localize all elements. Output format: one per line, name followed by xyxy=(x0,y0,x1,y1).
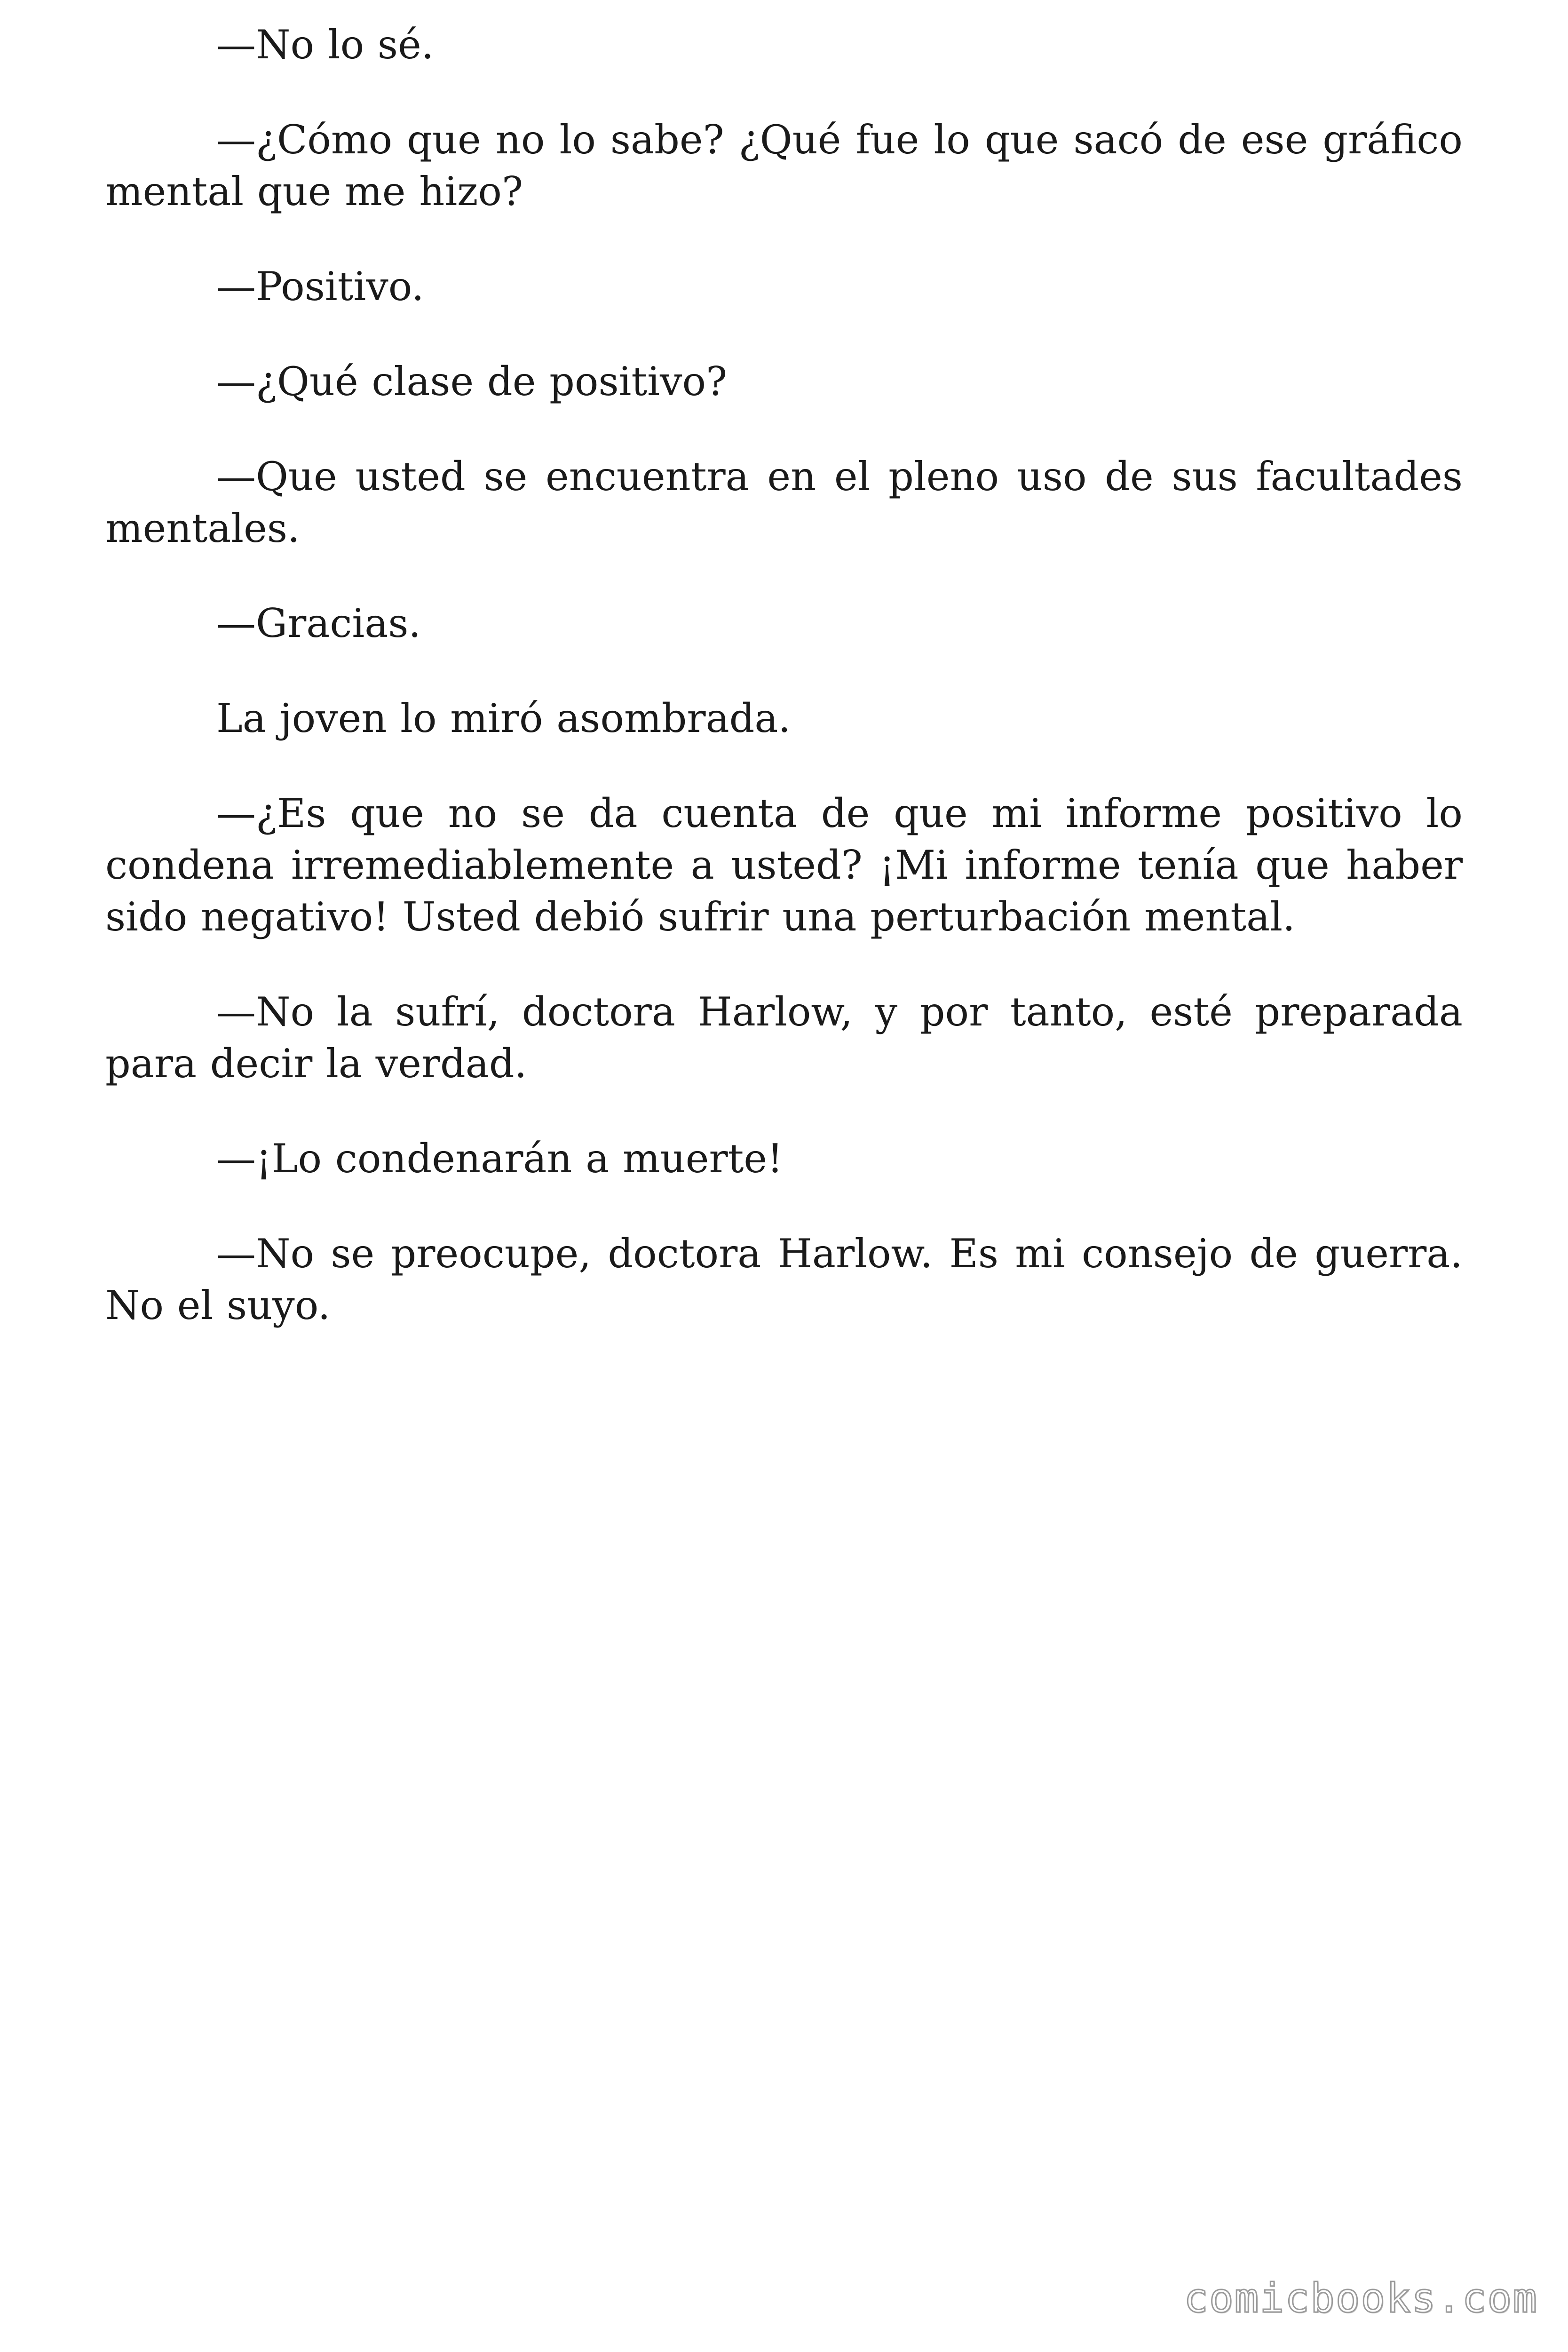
paragraph: —Gracias. xyxy=(216,600,421,646)
paragraph: —Positivo. xyxy=(216,263,424,310)
paragraph: —No lo sé. xyxy=(216,22,434,68)
paragraph: —No se preocupe, doctora Harlow. Es mi consejo de guerra. No el suyo. xyxy=(105,1231,1463,1328)
paragraph: —¡Lo condenarán a muerte! xyxy=(216,1136,783,1182)
paragraph: —¿Cómo que no lo sabe? ¿Qué fue lo que sacó de ese gráfico mental que me hizo? xyxy=(105,117,1463,215)
paragraph: —¿Qué clase de positivo? xyxy=(216,358,728,405)
paragraph: —¿Es que no se da cuenta de que mi informe positivo lo condena irremediablemente a usted? ¡Mi informe tenía que haber sido negativo! Usted debió sufrir una perturbación mental. xyxy=(105,790,1463,940)
page-body xyxy=(105,19,1463,1375)
paragraph: La joven lo miró asombrada. xyxy=(216,695,791,741)
paragraph: —No la sufrí, doctora Harlow, y por tanto, esté preparada para decir la verdad. xyxy=(105,989,1463,1087)
watermark: comicbooks.com xyxy=(1184,2275,1538,2322)
paragraph: —Que usted se encuentra en el pleno uso de sus facultades mentales. xyxy=(105,453,1463,551)
